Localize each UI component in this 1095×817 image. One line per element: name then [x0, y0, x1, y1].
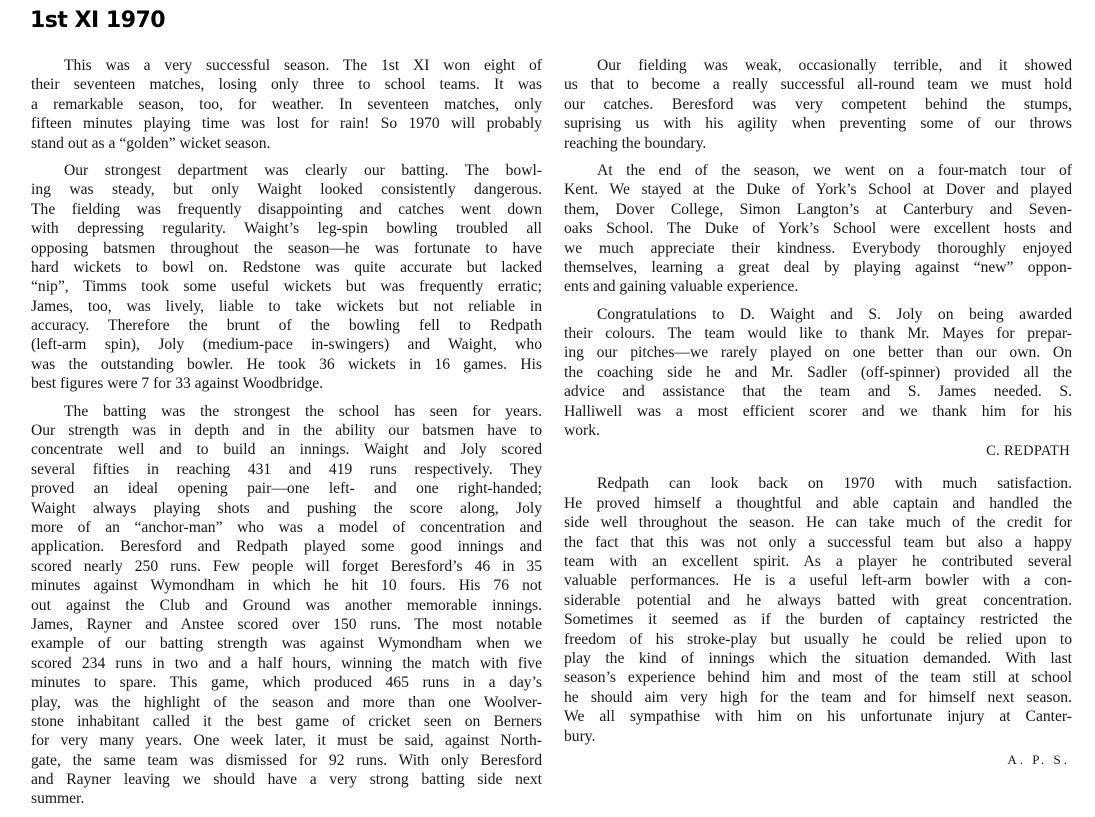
text-line: us that to become a really successful all-round team we must hold [564, 76, 1072, 94]
paragraph-batting [31, 402, 542, 809]
paragraph-congratulations [564, 305, 1072, 441]
text-line: This was a very successful season. The 1st XI won eight of [64, 57, 542, 74]
left-column [31, 56, 542, 817]
text-line: summer. [31, 790, 85, 808]
text-line: valuable performances. He is a useful left-arm bowler with a con- [564, 572, 1072, 590]
text-line: We all sympathise with him on his unfortunate injury at Canter- [564, 708, 1072, 726]
text-line: The batting was the strongest the school has seen for years. [64, 402, 542, 420]
text-line: play, was the highlight of the season and more than one Woolver- [31, 693, 542, 711]
signature-aps: A. P. S. [1007, 751, 1070, 767]
text-line: and Rayner leaving we should have a very strong batting side next [31, 771, 542, 789]
text-line: Waight always playing shots and pushing the score along, Joly [31, 499, 542, 517]
text-line: fifteen minutes playing time was lost for rain! So 1970 will probably [31, 115, 542, 133]
text-line: our catches. Beresford was very competent behind the stumps, [564, 95, 1072, 113]
text-line: Our strongest department was clearly our batting. The bowl- [64, 161, 542, 179]
text-line: their seventeen matches, losing only three to school teams. It was [31, 76, 542, 94]
text-line: He proved himself a thoughtful and able captain and handled the [564, 494, 1072, 512]
text-line: At the end of the season, we went on a four-match tour of [597, 161, 1072, 179]
text-line: with depressing regularity. Waight’s leg-spin bowling troubled all [31, 220, 542, 238]
text-line: for very many years. One week later, it must be said, against North- [31, 732, 542, 750]
text-line: bury. [564, 727, 596, 745]
text-line: example of our batting strength was against Wymondham when we [31, 635, 542, 653]
text-line: Our strength was in depth and in the ability our batsmen have to [31, 422, 542, 440]
text-line: the fact that this was not only a successful team but also a happy [564, 533, 1072, 551]
text-line: reaching the boundary. [564, 134, 707, 152]
text-line: James, Rayner and Anstee scored over 150 runs. The most notable [31, 615, 542, 633]
text-line: (left-arm spin), Joly (medium-pace in-swingers) and Waight, who [31, 336, 542, 354]
paragraph-tour [564, 161, 1072, 297]
text-line: the coaching side he and Mr. Sadler (off-spinner) provided all the [564, 363, 1072, 381]
text-line: James, too, was lively, liable to take wickets but not reliable in [31, 297, 542, 315]
text-line: freedom of his stroke-play but usually he could be relied upon to [564, 630, 1072, 648]
page-title: 1st XI 1970 [30, 8, 166, 33]
paragraph-season-summary [31, 56, 542, 153]
text-line: minutes against Wymondham in which he hit 10 fours. His 76 not [31, 577, 542, 595]
paragraph-bowling [31, 161, 542, 394]
text-line: proved an ideal opening pair—one left- and one right-handed; [31, 480, 542, 498]
text-line: Redpath can look back on 1970 with much satisfaction. [597, 475, 1072, 493]
text-line: gate, the same team was dismissed for 92 runs. With only Beresford [31, 751, 542, 769]
text-line: he should aim very high for the team and for himself next season. [564, 688, 1072, 706]
text-line: side well throughout the season. He can take much of the credit for [564, 514, 1072, 532]
text-line: ing our pitches—we rarely played on one better than our own. On [564, 344, 1072, 362]
text-line: Halliwell was a most efficient scorer and we thank him for his [564, 402, 1072, 420]
signature-c-redpath: C. REDPATH [986, 443, 1070, 460]
text-line: out against the Club and Ground was another memorable innings. [31, 596, 542, 614]
text-line: stand out as a “golden” wicket season. [31, 134, 271, 152]
text-line: application. Beresford and Redpath played some good innings and [31, 538, 542, 556]
text-line: Congratulations to D. Waight and S. Joly on being awarded [597, 305, 1072, 323]
text-line: opposing batsmen throughout the season—he was fortunate to have [31, 239, 542, 257]
text-line: hard wickets to bowl on. Redstone was quite accurate but lacked [31, 258, 542, 276]
text-line: work. [564, 422, 600, 440]
text-line: ents and gaining valuable experience. [564, 278, 799, 296]
text-line: advice and assistance that the team and S. James needed. S. [564, 383, 1072, 401]
text-line: scored 234 runs in two and a half hours, winning the match with five [31, 654, 542, 672]
text-line: play the kind of innings which the situation demanded. With last [564, 649, 1072, 667]
text-line: “nip”, Timms took some useful wickets but was frequently erratic; [31, 278, 542, 296]
text-line: The fielding was frequently disappointing and catches went down [31, 200, 542, 218]
text-line: themselves, learning a great deal by playing against “new” oppon- [564, 258, 1072, 276]
text-line: siderable potential and he always batted with great concentration. [564, 591, 1072, 609]
text-line: them, Dover College, Simon Langton’s at Canterbury and Seven- [564, 200, 1072, 218]
right-column [564, 56, 1072, 782]
text-line: scored nearly 250 runs. Few people will forget Beresford’s 46 in 35 [31, 557, 542, 575]
text-line: oaks School. The Duke of York’s School were excellent hosts and [564, 220, 1072, 238]
text-line: season’s experience behind him and most of the team still at school [564, 669, 1072, 687]
text-line: a remarkable season, too, for weather. In seventeen matches, only [31, 95, 542, 113]
text-line: suprising us with his agility when preventing some of our throws [564, 115, 1072, 133]
text-line: stone inhabitant called it the best game of cricket seen on Berners [31, 712, 542, 730]
text-line: concentrate well and to build an innings. Waight and Joly scored [31, 441, 542, 459]
text-line: more of an “anchor-man” who was a model of concentration and [31, 518, 542, 536]
text-line: minutes to spare. This game, which produced 465 runs in a day’s [31, 674, 542, 692]
paragraph-captain-tribute [564, 474, 1072, 745]
text-line: team with an excellent spirit. As a player he contributed several [564, 552, 1072, 570]
text-line: Sometimes it seemed as if the burden of captaincy restricted the [564, 611, 1072, 629]
text-line: was the outstanding bowler. He took 36 wickets in 16 games. His [31, 355, 542, 373]
text-line: accuracy. Therefore the brunt of the bowling fell to Redpath [31, 317, 542, 335]
text-line: their colours. The team would like to thank Mr. Mayes for prepar- [564, 325, 1072, 343]
text-line: several fifties in reaching 431 and 419 runs respectively. They [31, 460, 542, 478]
text-line: ing was steady, but only Waight looked consistently dangerous. [31, 181, 542, 199]
paragraph-fielding [564, 56, 1072, 153]
text-line: we much appreciate their kindness. Everybody thoroughly enjoyed [564, 239, 1072, 257]
text-line: Kent. We stayed at the Duke of York’s School at Dover and played [564, 181, 1072, 199]
text-line: best figures were 7 for 33 against Woodbridge. [31, 375, 324, 393]
text-line: Our fielding was weak, occasionally terrible, and it showed [597, 57, 1072, 74]
